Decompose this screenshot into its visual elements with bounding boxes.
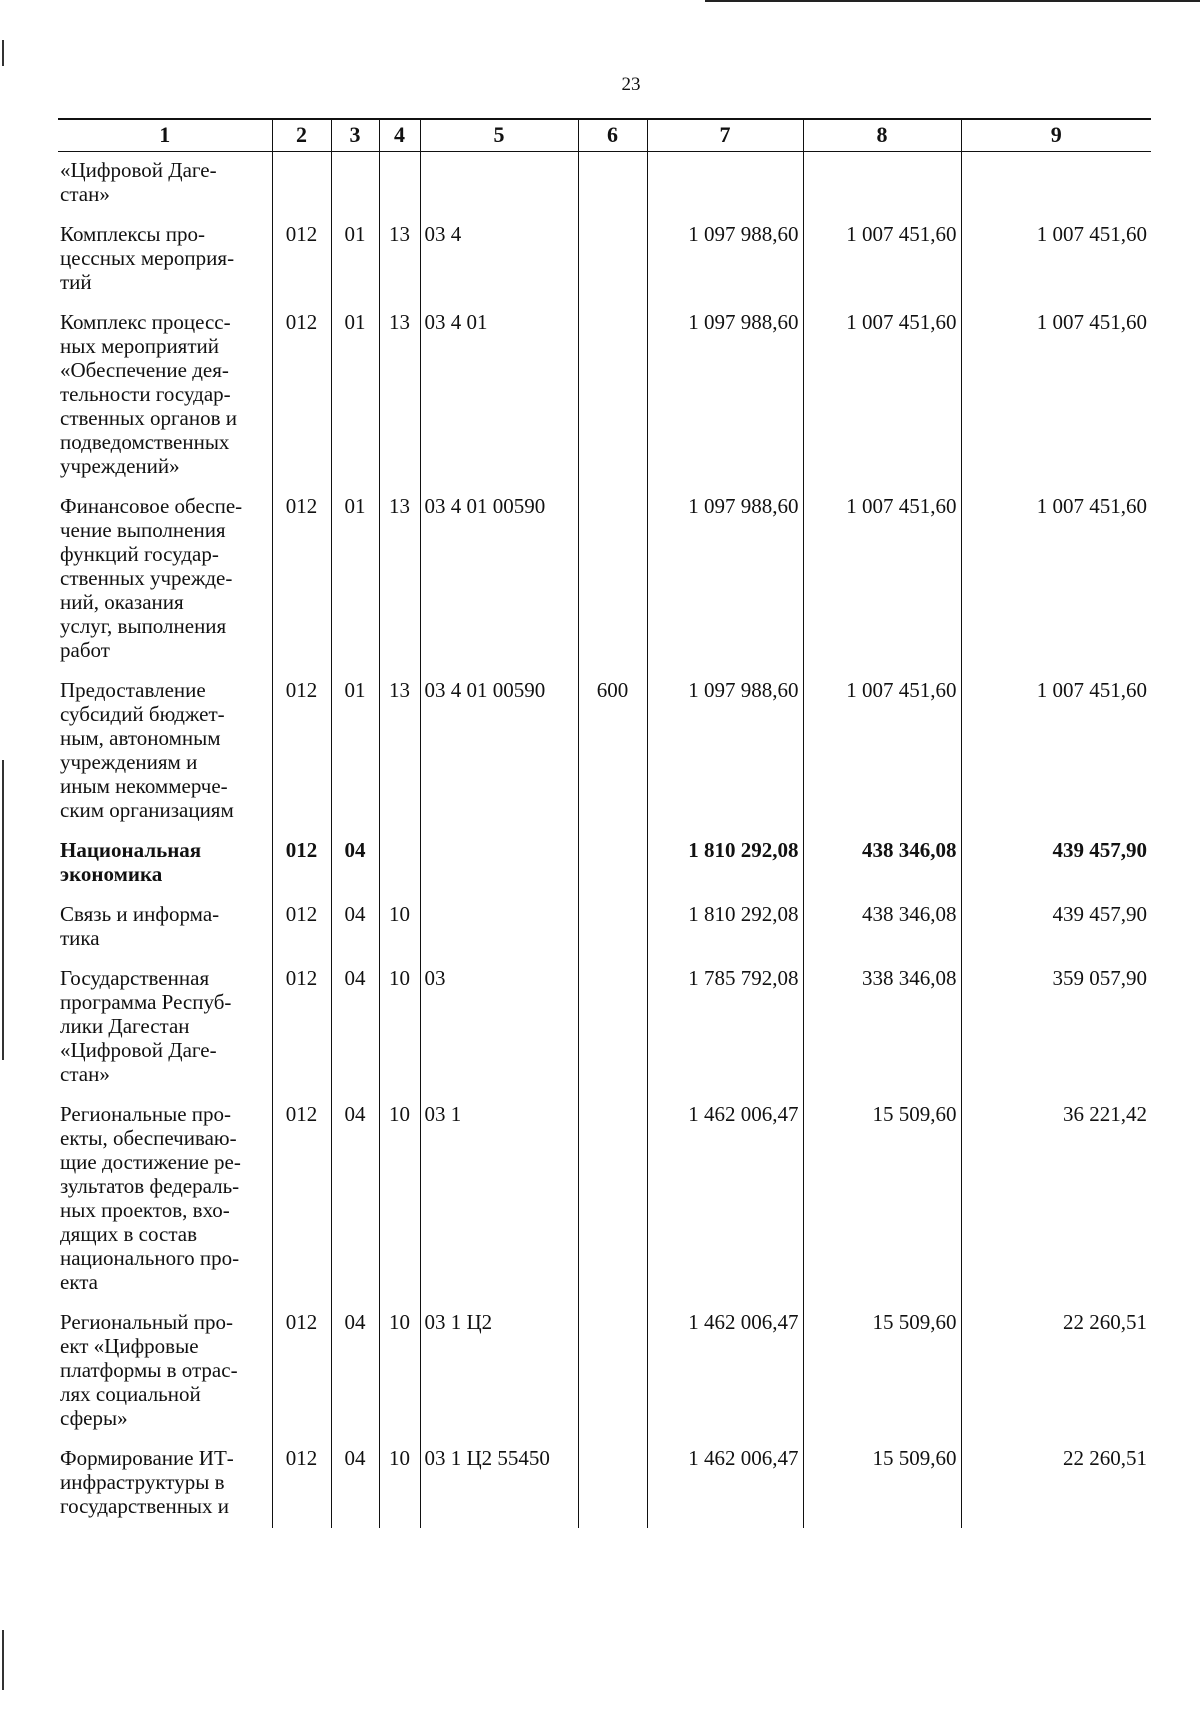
column-header-6: 6 (578, 119, 647, 152)
column-header-8: 8 (803, 119, 961, 152)
table-row (58, 152, 1151, 217)
cell-col-3: 04 (331, 960, 379, 1096)
cell-col-6 (578, 1440, 647, 1528)
cell-col-2 (272, 152, 331, 217)
cell-col-4 (379, 832, 420, 896)
cell-col-4: 13 (379, 304, 420, 488)
cell-col-7: 1 097 988,60 (647, 672, 803, 832)
cell-col-2: 012 (272, 488, 331, 672)
cell-col-9: 1 007 451,60 (961, 304, 1151, 488)
cell-col-5: 03 1 Ц2 (420, 1304, 578, 1440)
cell-col-3: 01 (331, 672, 379, 832)
cell-col-2: 012 (272, 1096, 331, 1304)
cell-col-3: 04 (331, 1304, 379, 1440)
row-description: Региональный про- ект «Цифровые платформы в отрас- лях социальной сферы» (60, 1310, 238, 1430)
cell-col-4: 13 (379, 672, 420, 832)
budget-table-container (58, 118, 1151, 1528)
cell-col-7: 1 097 988,60 (647, 304, 803, 488)
cell-col-3: 04 (331, 1440, 379, 1528)
cell-col-6 (578, 488, 647, 672)
cell-col-4: 10 (379, 960, 420, 1096)
cell-col-7: 1 810 292,08 (647, 896, 803, 960)
cell-col-8: 438 346,08 (803, 832, 961, 896)
cell-col-4: 10 (379, 896, 420, 960)
cell-col-8: 15 509,60 (803, 1304, 961, 1440)
column-header-2: 2 (272, 119, 331, 152)
table-row (58, 488, 1151, 672)
table-row (58, 896, 1151, 960)
cell-col-2: 012 (272, 304, 331, 488)
cell-col-9: 439 457,90 (961, 896, 1151, 960)
cell-col-8 (803, 152, 961, 217)
column-header-1: 1 (58, 119, 272, 152)
cell-col-4: 10 (379, 1304, 420, 1440)
cell-col-7 (647, 152, 803, 217)
cell-col-9: 22 260,51 (961, 1440, 1151, 1528)
page-number: 23 (621, 74, 641, 95)
table-row (58, 216, 1151, 304)
cell-col-6 (578, 1096, 647, 1304)
cell-col-4: 10 (379, 1096, 420, 1304)
cell-col-9: 1 007 451,60 (961, 672, 1151, 832)
table-row (58, 1096, 1151, 1304)
cell-col-2: 012 (272, 960, 331, 1096)
cell-col-3: 01 (331, 216, 379, 304)
cell-col-5 (420, 832, 578, 896)
cell-col-3: 01 (331, 304, 379, 488)
cell-col-2: 012 (272, 672, 331, 832)
row-description: Связь и информа- тика (60, 902, 220, 950)
column-header-5: 5 (420, 119, 578, 152)
cell-col-8: 15 509,60 (803, 1440, 961, 1528)
cell-col-5: 03 1 Ц2 55450 (420, 1440, 578, 1528)
cell-col-3: 04 (331, 832, 379, 896)
cell-col-2: 012 (272, 832, 331, 896)
cell-col-5: 03 4 01 00590 (420, 672, 578, 832)
cell-col-8: 15 509,60 (803, 1096, 961, 1304)
cell-col-5: 03 1 (420, 1096, 578, 1304)
cell-col-2: 012 (272, 896, 331, 960)
cell-col-6 (578, 896, 647, 960)
cell-col-6 (578, 216, 647, 304)
cell-col-8: 438 346,08 (803, 896, 961, 960)
budget-table (58, 118, 1151, 1528)
column-header-7: 7 (647, 119, 803, 152)
cell-col-7: 1 462 006,47 (647, 1096, 803, 1304)
cell-col-3: 01 (331, 488, 379, 672)
cell-col-7: 1 810 292,08 (647, 832, 803, 896)
column-header-9: 9 (961, 119, 1151, 152)
cell-col-6 (578, 304, 647, 488)
table-row (58, 1304, 1151, 1440)
cell-col-6 (578, 1304, 647, 1440)
margin-mark (2, 1630, 4, 1690)
cell-col-9: 439 457,90 (961, 832, 1151, 896)
cell-col-9: 22 260,51 (961, 1304, 1151, 1440)
table-body (58, 152, 1151, 1529)
cell-col-8: 1 007 451,60 (803, 672, 961, 832)
row-description: Региональные про- екты, обеспечиваю- щие достижение ре- зультатов федераль- ных проектов, вхо- дящих в состав национального про- екта (60, 1102, 241, 1294)
cell-col-9: 36 221,42 (961, 1096, 1151, 1304)
cell-col-7: 1 097 988,60 (647, 488, 803, 672)
cell-col-4: 10 (379, 1440, 420, 1528)
table-row (58, 672, 1151, 832)
cell-col-7: 1 097 988,60 (647, 216, 803, 304)
row-description: Предоставление субсидий бюджет- ным, автономным учреждениям и иным некоммерче- ским организациям (60, 678, 234, 822)
row-description: Комплексы про- цессных мероприя- тий (60, 222, 235, 294)
cell-col-5: 03 4 01 00590 (420, 488, 578, 672)
cell-col-6 (578, 152, 647, 217)
row-description: Национальная экономика (60, 838, 202, 886)
cell-col-5: 03 4 (420, 216, 578, 304)
margin-mark (2, 760, 4, 1060)
cell-col-2: 012 (272, 1304, 331, 1440)
row-description: «Цифровой Даге- стан» (60, 158, 217, 206)
cell-col-4 (379, 152, 420, 217)
margin-mark (2, 40, 4, 66)
top-edge-rule (705, 0, 1200, 2)
column-header-3: 3 (331, 119, 379, 152)
cell-col-5: 03 (420, 960, 578, 1096)
row-description: Финансовое обеспе- чение выполнения функций государ- ственных учрежде- ний, оказания услуг, выполнения работ (60, 494, 243, 662)
cell-col-4: 13 (379, 488, 420, 672)
cell-col-9 (961, 152, 1151, 217)
cell-col-2: 012 (272, 1440, 331, 1528)
cell-col-7: 1 462 006,47 (647, 1440, 803, 1528)
table-row (58, 960, 1151, 1096)
table-row (58, 832, 1151, 896)
cell-col-9: 1 007 451,60 (961, 488, 1151, 672)
cell-col-5 (420, 152, 578, 217)
cell-col-6 (578, 832, 647, 896)
row-description: Формирование ИТ- инфраструктуры в государственных и (60, 1446, 234, 1518)
table-header-row (58, 119, 1151, 152)
cell-col-9: 1 007 451,60 (961, 216, 1151, 304)
row-description: Комплекс процесс- ных мероприятий «Обеспечение дея- тельности государ- ственных органов и подведомственных учреждений» (60, 310, 238, 478)
cell-col-3: 04 (331, 896, 379, 960)
cell-col-7: 1 462 006,47 (647, 1304, 803, 1440)
cell-col-5 (420, 896, 578, 960)
table-row (58, 304, 1151, 488)
cell-col-4: 13 (379, 216, 420, 304)
cell-col-8: 338 346,08 (803, 960, 961, 1096)
cell-col-6: 600 (578, 672, 647, 832)
cell-col-8: 1 007 451,60 (803, 304, 961, 488)
cell-col-3 (331, 152, 379, 217)
cell-col-6 (578, 960, 647, 1096)
table-row (58, 1440, 1151, 1528)
row-description: Государственная программа Респуб- лики Дагестан «Цифровой Даге- стан» (60, 966, 232, 1086)
cell-col-7: 1 785 792,08 (647, 960, 803, 1096)
cell-col-8: 1 007 451,60 (803, 216, 961, 304)
column-header-4: 4 (379, 119, 420, 152)
cell-col-8: 1 007 451,60 (803, 488, 961, 672)
cell-col-5: 03 4 01 (420, 304, 578, 488)
cell-col-9: 359 057,90 (961, 960, 1151, 1096)
cell-col-3: 04 (331, 1096, 379, 1304)
cell-col-2: 012 (272, 216, 331, 304)
